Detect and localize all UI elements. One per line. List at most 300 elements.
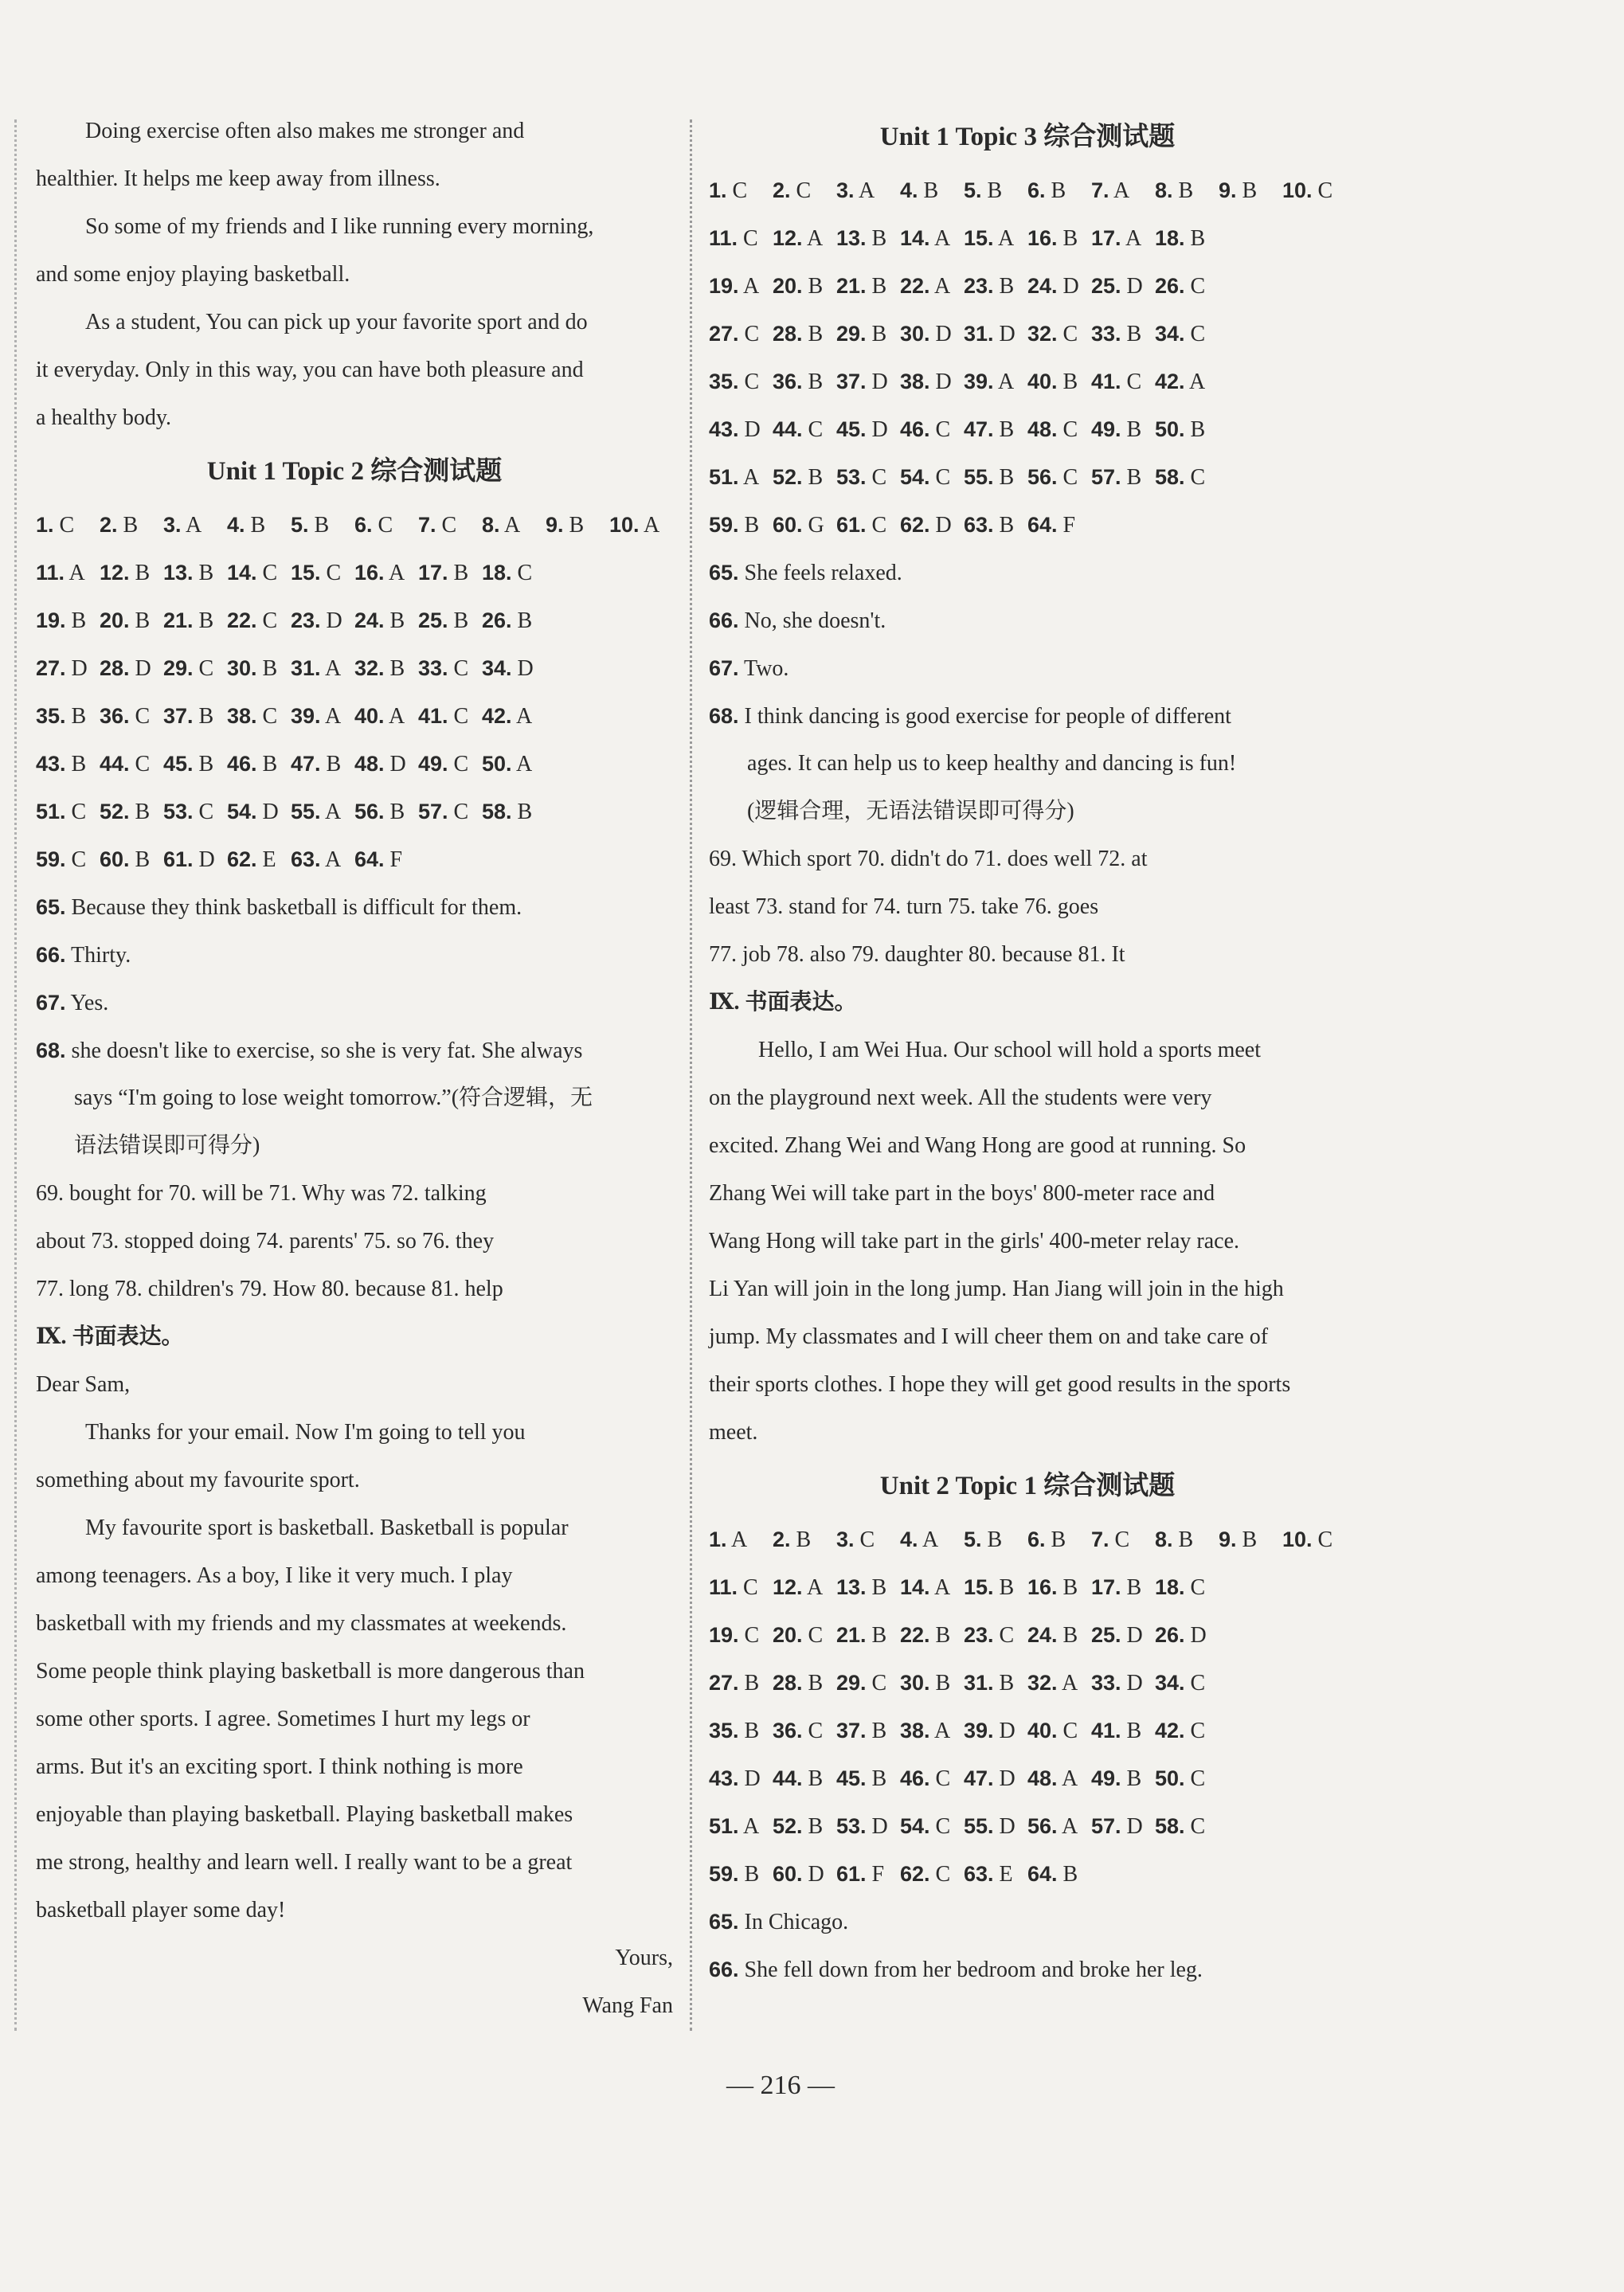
answer-number: 64. bbox=[1027, 1862, 1058, 1886]
paragraph-line: Some people think playing basketball is more dangerous than bbox=[36, 1659, 585, 1684]
answer-text: She fell down from her bedroom and broke her leg. bbox=[744, 1958, 1203, 1982]
answer-value: D bbox=[1062, 274, 1079, 299]
answer-number: 27. bbox=[36, 656, 66, 680]
answer-value: A bbox=[1113, 178, 1130, 203]
answer-row bbox=[709, 1707, 1346, 1754]
answer-number: 9. bbox=[546, 513, 564, 537]
answer-item bbox=[482, 501, 546, 549]
answer-item bbox=[36, 549, 100, 596]
short-answer bbox=[709, 549, 1346, 596]
answer-item bbox=[709, 214, 773, 262]
q68-line bbox=[709, 740, 1346, 788]
paragraph-line: basketball player some day! bbox=[36, 1898, 286, 1922]
answer-number: 2. bbox=[773, 1527, 791, 1551]
answer-item bbox=[227, 692, 291, 740]
answer-value: C bbox=[935, 465, 951, 490]
answer-item bbox=[36, 596, 100, 644]
answer-number: 20. bbox=[773, 274, 803, 298]
right-column bbox=[709, 108, 1346, 1993]
answer-item bbox=[227, 788, 291, 835]
answer-value: C bbox=[1317, 1527, 1333, 1552]
answer-value: C bbox=[859, 1527, 875, 1552]
answer-number: 24. bbox=[354, 608, 385, 632]
answer-row bbox=[36, 692, 673, 740]
answer-item bbox=[1282, 1516, 1346, 1563]
answer-item bbox=[291, 835, 354, 883]
answer-number: 8. bbox=[482, 513, 500, 537]
answer-value: F bbox=[389, 847, 403, 872]
answer-value: B bbox=[314, 513, 330, 538]
answer-value: C bbox=[71, 800, 87, 824]
answer-item bbox=[418, 549, 482, 596]
answer-row bbox=[709, 1802, 1346, 1850]
answer-value: B bbox=[999, 1575, 1015, 1600]
answer-value: C bbox=[1126, 370, 1142, 394]
answer-value: C bbox=[1190, 465, 1206, 490]
section-title: Unit 2 Topic 1 综合测试题 bbox=[879, 1472, 1176, 1500]
answer-number: 11. bbox=[709, 226, 738, 250]
answer-value: C bbox=[453, 656, 469, 681]
answer-number: 26. bbox=[1155, 274, 1185, 298]
answer-number: 44. bbox=[773, 417, 803, 441]
answer-item bbox=[418, 644, 482, 692]
answer-item bbox=[900, 1611, 964, 1659]
answer-row bbox=[709, 1850, 1346, 1898]
answer-item bbox=[1027, 1850, 1091, 1898]
answer-number: 29. bbox=[163, 656, 194, 680]
answer-number: 13. bbox=[836, 226, 867, 250]
answer-item bbox=[354, 644, 418, 692]
answer-item bbox=[900, 310, 964, 358]
answer-number: 17. bbox=[1091, 1575, 1121, 1599]
answer-number: 26. bbox=[482, 608, 512, 632]
answer-value: A bbox=[325, 847, 342, 872]
answer-number: 30. bbox=[900, 322, 930, 346]
answer-value: B bbox=[1051, 178, 1066, 203]
answer-number: 6. bbox=[1027, 178, 1046, 202]
answer-value: C bbox=[743, 1575, 758, 1600]
answer-item bbox=[836, 310, 900, 358]
answer-value: D bbox=[871, 370, 888, 394]
answer-value: A bbox=[934, 1575, 951, 1600]
answer-number: 41. bbox=[1091, 370, 1121, 393]
column-divider bbox=[690, 119, 692, 2031]
answer-item bbox=[291, 788, 354, 835]
answer-number: 42. bbox=[482, 704, 512, 728]
q68-line bbox=[36, 1074, 673, 1122]
answer-value: B bbox=[1126, 1766, 1142, 1791]
answer-item bbox=[100, 788, 163, 835]
essay-line: excited. Zhang Wei and Wang Hong are good at running. So bbox=[709, 1133, 1246, 1158]
answer-item bbox=[836, 1563, 900, 1611]
answer-value: B bbox=[135, 800, 151, 824]
answer-number: 6. bbox=[1027, 1527, 1046, 1551]
answer-number: 57. bbox=[418, 800, 448, 823]
essay-line: meet. bbox=[709, 1420, 758, 1445]
answer-value: B bbox=[1126, 1719, 1142, 1743]
answer-number: 48. bbox=[354, 752, 385, 776]
answer-row bbox=[36, 549, 673, 596]
answer-value: B bbox=[999, 465, 1015, 490]
answer-value: B bbox=[1190, 226, 1206, 251]
answer-item bbox=[773, 1516, 836, 1563]
answer-item bbox=[1027, 1563, 1091, 1611]
answer-value: C bbox=[135, 752, 151, 776]
answer-value: D bbox=[517, 656, 534, 681]
answer-item bbox=[1091, 405, 1155, 453]
answer-number: 64. bbox=[1027, 513, 1058, 537]
answer-value: D bbox=[1126, 1814, 1143, 1839]
answer-value: B bbox=[123, 513, 139, 538]
answer-item bbox=[100, 835, 163, 883]
answer-number: 20. bbox=[100, 608, 130, 632]
answer-item bbox=[354, 501, 418, 549]
answer-text: 语法错误即可得分) bbox=[74, 1133, 260, 1158]
answer-item bbox=[1091, 166, 1155, 214]
fill-in-line: about 73. stopped doing 74. parents' 75. so 76. they bbox=[36, 1229, 495, 1254]
answer-value: F bbox=[1062, 513, 1076, 538]
answer-number: 21. bbox=[836, 1623, 867, 1647]
answer-item bbox=[709, 1516, 773, 1563]
answer-value: A bbox=[644, 513, 660, 538]
answer-item bbox=[900, 1802, 964, 1850]
question-number: 66. bbox=[709, 1958, 739, 1981]
answer-value: D bbox=[871, 1814, 888, 1839]
answer-value: B bbox=[1062, 1862, 1078, 1887]
answer-value: B bbox=[1242, 1527, 1258, 1552]
answer-row bbox=[709, 214, 1346, 262]
answer-number: 50. bbox=[1155, 1766, 1185, 1790]
paragraph-line: among teenagers. As a boy, I like it very much. I play bbox=[36, 1563, 513, 1588]
answer-value: A bbox=[807, 1575, 824, 1600]
answer-item bbox=[1027, 1659, 1091, 1707]
answer-number: 60. bbox=[773, 513, 803, 537]
short-answer bbox=[709, 1898, 1346, 1946]
answer-item bbox=[354, 692, 418, 740]
answer-value: B bbox=[1126, 465, 1142, 490]
answer-value: C bbox=[71, 847, 87, 872]
answer-row bbox=[709, 1754, 1346, 1802]
answer-value: C bbox=[871, 513, 887, 538]
answer-value: C bbox=[517, 561, 533, 585]
answer-number: 7. bbox=[1091, 178, 1109, 202]
answer-value: F bbox=[871, 1862, 885, 1887]
answer-value: C bbox=[1062, 417, 1078, 442]
answer-number: 53. bbox=[836, 465, 867, 489]
answer-number: 63. bbox=[964, 513, 994, 537]
answer-item bbox=[291, 644, 354, 692]
answer-value: B bbox=[135, 561, 151, 585]
answer-number: 56. bbox=[1027, 1814, 1058, 1838]
answer-number: 3. bbox=[836, 1527, 855, 1551]
answer-value: A bbox=[389, 704, 405, 729]
answer-value: C bbox=[1062, 465, 1078, 490]
answer-item bbox=[354, 835, 418, 883]
answer-number: 64. bbox=[354, 847, 385, 871]
answer-item bbox=[964, 358, 1027, 405]
answer-item bbox=[418, 501, 482, 549]
answer-text: ages. It can help us to keep healthy and dancing is fun! bbox=[747, 751, 1237, 776]
answer-item bbox=[227, 596, 291, 644]
answer-item bbox=[773, 453, 836, 501]
answer-item bbox=[836, 501, 900, 549]
answer-item bbox=[1155, 405, 1219, 453]
answer-item bbox=[1027, 166, 1091, 214]
answer-value: C bbox=[198, 656, 214, 681]
answer-item bbox=[163, 788, 227, 835]
answer-number: 31. bbox=[291, 656, 321, 680]
answer-item bbox=[964, 166, 1027, 214]
answer-item bbox=[36, 740, 100, 788]
answer-value: B bbox=[808, 1814, 824, 1839]
answer-value: C bbox=[1062, 1719, 1078, 1743]
answer-value: C bbox=[1190, 1814, 1206, 1839]
answer-number: 16. bbox=[354, 561, 385, 585]
paragraph-line: So some of my friends and I like running every morning, bbox=[85, 214, 594, 239]
answer-value: B bbox=[198, 608, 214, 633]
answer-value: B bbox=[71, 704, 87, 729]
answer-value: B bbox=[744, 1719, 760, 1743]
short-answer bbox=[36, 979, 673, 1027]
answer-item bbox=[1091, 1754, 1155, 1802]
answer-number: 47. bbox=[964, 1766, 994, 1790]
answer-item bbox=[900, 214, 964, 262]
answer-number: 25. bbox=[418, 608, 448, 632]
answer-value: B bbox=[389, 656, 405, 681]
answer-item bbox=[1091, 262, 1155, 310]
answer-row bbox=[709, 501, 1346, 549]
answer-value: D bbox=[1190, 1623, 1207, 1648]
answer-item bbox=[227, 835, 291, 883]
answer-value: D bbox=[744, 417, 761, 442]
answer-number: 2. bbox=[100, 513, 118, 537]
answer-value: D bbox=[262, 800, 279, 824]
answer-number: 18. bbox=[1155, 1575, 1185, 1599]
answer-value: B bbox=[744, 1671, 760, 1696]
answer-item bbox=[227, 740, 291, 788]
answer-value: B bbox=[999, 274, 1015, 299]
answer-item bbox=[773, 262, 836, 310]
answer-number: 25. bbox=[1091, 1623, 1121, 1647]
answer-value: D bbox=[1126, 274, 1143, 299]
answer-value: B bbox=[262, 752, 278, 776]
answer-item bbox=[100, 596, 163, 644]
answer-item bbox=[482, 596, 546, 644]
answer-value: B bbox=[135, 608, 151, 633]
answer-number: 41. bbox=[1091, 1719, 1121, 1742]
answer-value: B bbox=[389, 608, 405, 633]
answer-number: 49. bbox=[1091, 1766, 1121, 1790]
paragraph-line: arms. But it's an exciting sport. I think nothing is more bbox=[36, 1754, 523, 1779]
answer-number: 17. bbox=[1091, 226, 1121, 250]
answer-number: 49. bbox=[1091, 417, 1121, 441]
answer-number: 51. bbox=[709, 1814, 739, 1838]
answer-number: 43. bbox=[709, 1766, 739, 1790]
answer-number: 34. bbox=[482, 656, 512, 680]
answer-value: B bbox=[389, 800, 405, 824]
letter-greeting: Dear Sam, bbox=[36, 1372, 131, 1397]
answer-row bbox=[36, 788, 673, 835]
answer-value: B bbox=[135, 847, 151, 872]
answer-item bbox=[546, 501, 609, 549]
paragraph-line: a healthy body. bbox=[36, 405, 172, 430]
answer-number: 31. bbox=[964, 322, 994, 346]
answer-value: D bbox=[135, 656, 151, 681]
answer-number: 51. bbox=[36, 800, 66, 823]
answer-value: C bbox=[796, 178, 812, 203]
answer-number: 29. bbox=[836, 322, 867, 346]
paragraph-line: it everyday. Only in this way, you can have both pleasure and bbox=[36, 358, 584, 382]
answer-number: 40. bbox=[1027, 370, 1058, 393]
answer-number: 40. bbox=[354, 704, 385, 728]
answer-item bbox=[964, 1802, 1027, 1850]
answer-item bbox=[100, 549, 163, 596]
answer-row bbox=[709, 453, 1346, 501]
answer-item bbox=[964, 310, 1027, 358]
answer-value: B bbox=[1178, 1527, 1194, 1552]
answer-item bbox=[163, 549, 227, 596]
answer-item bbox=[1155, 1754, 1219, 1802]
answer-item bbox=[709, 1659, 773, 1707]
answer-number: 59. bbox=[709, 1862, 739, 1886]
answer-item bbox=[709, 1563, 773, 1611]
answer-value: C bbox=[871, 1671, 887, 1696]
answer-item bbox=[609, 501, 673, 549]
answer-row bbox=[709, 262, 1346, 310]
answer-number: 8. bbox=[1155, 178, 1173, 202]
answer-item bbox=[100, 501, 163, 549]
answer-item bbox=[964, 1754, 1027, 1802]
answer-item bbox=[291, 740, 354, 788]
answer-item bbox=[1155, 1563, 1219, 1611]
answer-value: C bbox=[1114, 1527, 1130, 1552]
answer-number: 47. bbox=[964, 417, 994, 441]
answer-number: 11. bbox=[36, 561, 65, 585]
answer-value: C bbox=[744, 1623, 760, 1648]
answer-value: B bbox=[326, 752, 342, 776]
answer-value: B bbox=[987, 1527, 1003, 1552]
answer-value: C bbox=[59, 513, 75, 538]
essay-line: their sports clothes. I hope they will get good results in the sports bbox=[709, 1372, 1291, 1397]
answer-number: 15. bbox=[964, 1575, 994, 1599]
answer-value: D bbox=[935, 322, 952, 346]
answer-value: D bbox=[1126, 1671, 1143, 1696]
answer-item bbox=[836, 1611, 900, 1659]
answer-value: C bbox=[1190, 322, 1206, 346]
answer-number: 61. bbox=[163, 847, 194, 871]
essay-line: Hello, I am Wei Hua. Our school will hold a sports meet bbox=[758, 1038, 1261, 1062]
answer-number: 23. bbox=[964, 1623, 994, 1647]
answer-item bbox=[418, 692, 482, 740]
answer-value: C bbox=[935, 417, 951, 442]
answer-item bbox=[1155, 1611, 1219, 1659]
answer-item bbox=[900, 1707, 964, 1754]
answer-value: A bbox=[68, 561, 85, 585]
essay-line: Zhang Wei will take part in the boys' 800-meter race and bbox=[709, 1181, 1215, 1206]
answer-number: 4. bbox=[900, 1527, 918, 1551]
letter-closing: Yours, bbox=[615, 1946, 673, 1970]
answer-number: 55. bbox=[964, 1814, 994, 1838]
answer-value: A bbox=[1062, 1814, 1078, 1839]
answer-value: A bbox=[1189, 370, 1206, 394]
answer-value: D bbox=[326, 608, 342, 633]
answer-number: 5. bbox=[964, 1527, 982, 1551]
answer-number: 47. bbox=[291, 752, 321, 776]
answer-value: B bbox=[1178, 178, 1194, 203]
answer-value: B bbox=[250, 513, 266, 538]
answer-value: B bbox=[1126, 322, 1142, 346]
answer-row bbox=[709, 1563, 1346, 1611]
short-answer bbox=[36, 883, 673, 931]
answer-item bbox=[163, 644, 227, 692]
paragraph-line: me strong, healthy and learn well. I really want to be a great bbox=[36, 1850, 573, 1875]
answer-value: C bbox=[1190, 274, 1206, 299]
answer-value: D bbox=[871, 417, 888, 442]
answer-number: 34. bbox=[1155, 1671, 1185, 1695]
answer-value: B bbox=[871, 1766, 887, 1791]
answer-number: 20. bbox=[773, 1623, 803, 1647]
answer-item bbox=[482, 644, 546, 692]
answer-item bbox=[964, 1516, 1027, 1563]
answer-value: A bbox=[743, 1814, 760, 1839]
answer-value: D bbox=[808, 1862, 824, 1887]
answer-value: C bbox=[1190, 1766, 1206, 1791]
short-answer bbox=[709, 1946, 1346, 1993]
answer-number: 44. bbox=[773, 1766, 803, 1790]
answer-value: A bbox=[922, 1527, 939, 1552]
answer-item bbox=[709, 262, 773, 310]
answer-number: 9. bbox=[1219, 1527, 1237, 1551]
writing-heading: Ⅸ. 书面表达。 bbox=[709, 990, 857, 1015]
answer-number: 55. bbox=[291, 800, 321, 823]
answer-value: A bbox=[325, 656, 342, 681]
answer-value: B bbox=[1062, 1575, 1078, 1600]
answer-value: B bbox=[987, 178, 1003, 203]
answer-value: C bbox=[743, 226, 758, 251]
answer-number: 1. bbox=[709, 178, 727, 202]
answer-value: B bbox=[569, 513, 585, 538]
answer-value: B bbox=[871, 1623, 887, 1648]
answer-item bbox=[1155, 1802, 1219, 1850]
answer-item bbox=[1027, 310, 1091, 358]
answer-item bbox=[354, 788, 418, 835]
answer-item bbox=[227, 644, 291, 692]
answer-value: D bbox=[389, 752, 406, 776]
answer-value: C bbox=[453, 752, 469, 776]
answer-value: B bbox=[808, 274, 824, 299]
answer-item bbox=[709, 1707, 773, 1754]
answer-number: 54. bbox=[900, 1814, 930, 1838]
answer-item bbox=[1155, 1707, 1219, 1754]
answer-item bbox=[964, 453, 1027, 501]
answer-item bbox=[1091, 214, 1155, 262]
answer-number: 54. bbox=[227, 800, 257, 823]
answer-number: 50. bbox=[1155, 417, 1185, 441]
answer-item bbox=[709, 358, 773, 405]
answer-number: 35. bbox=[709, 1719, 739, 1742]
answer-value: C bbox=[1190, 1671, 1206, 1696]
answer-number: 53. bbox=[836, 1814, 867, 1838]
question-number: 67. bbox=[709, 656, 739, 680]
answer-number: 45. bbox=[163, 752, 194, 776]
answer-value: A bbox=[186, 513, 202, 538]
answer-item bbox=[418, 596, 482, 644]
answer-number: 22. bbox=[227, 608, 257, 632]
essay-line: Wang Hong will take part in the girls' 400-meter relay race. bbox=[709, 1229, 1239, 1254]
answer-item bbox=[773, 358, 836, 405]
answer-item bbox=[773, 166, 836, 214]
answer-number: 60. bbox=[773, 1862, 803, 1886]
